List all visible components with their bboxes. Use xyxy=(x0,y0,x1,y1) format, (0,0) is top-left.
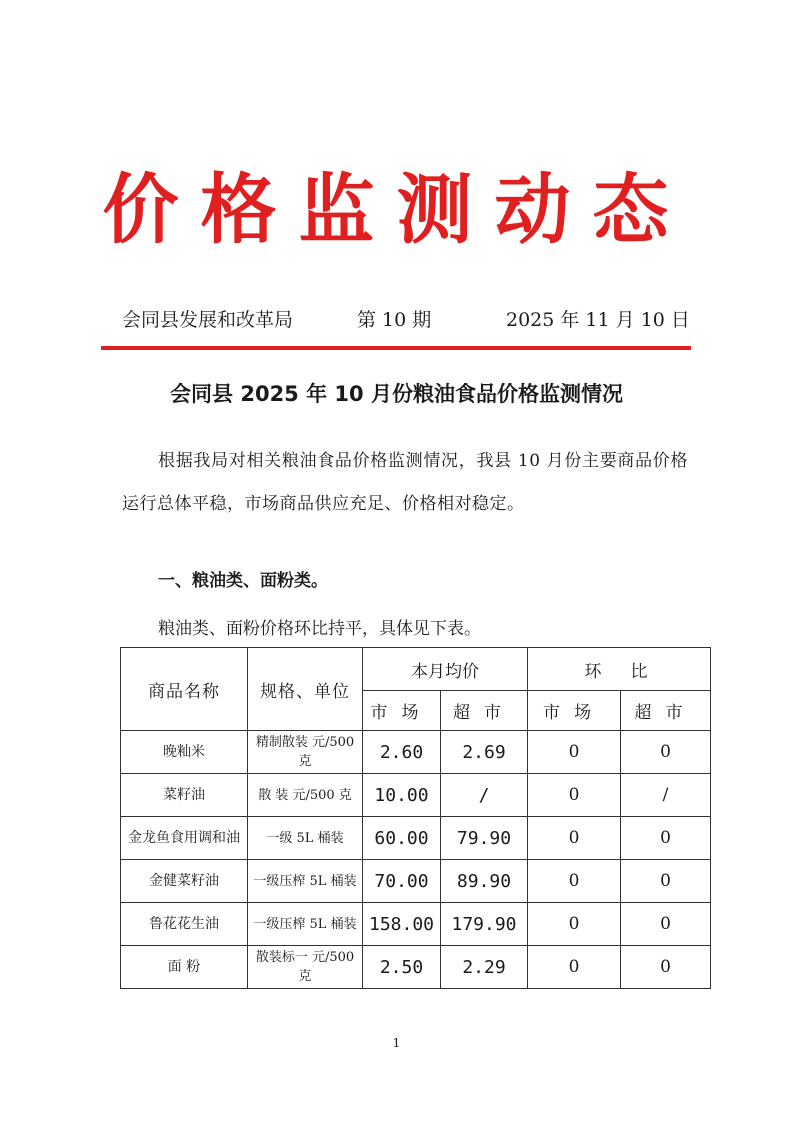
supermarket-price: / xyxy=(441,774,528,817)
table-row xyxy=(121,860,711,903)
market-price: 158.00 xyxy=(363,903,441,946)
page-number: 1 xyxy=(392,1036,401,1050)
header-spec-unit: 规格、单位 xyxy=(248,648,363,731)
issue-date: 2025 年 11 月 10 日 xyxy=(506,309,690,331)
mom-market: 0 xyxy=(528,903,621,946)
product-name: 面 粉 xyxy=(121,946,248,989)
product-name: 鲁花花生油 xyxy=(121,903,248,946)
product-spec: 一级压榨 5L 桶装 xyxy=(248,860,363,903)
header-market: 市场 xyxy=(363,691,441,731)
mom-market: 0 xyxy=(528,946,621,989)
market-price: 2.50 xyxy=(363,946,441,989)
mom-supermarket: 0 xyxy=(621,731,711,774)
product-name: 晚籼米 xyxy=(121,731,248,774)
mom-market: 0 xyxy=(528,731,621,774)
table-row xyxy=(121,903,711,946)
table-row xyxy=(121,946,711,989)
header-month-on-month: 环 比 xyxy=(528,648,711,691)
product-spec: 散 装 元/500 克 xyxy=(248,774,363,817)
header-monthly-avg-price: 本月均价 xyxy=(363,648,528,691)
market-price: 2.60 xyxy=(363,731,441,774)
red-divider xyxy=(101,346,691,350)
issue-number: 第 10 期 xyxy=(357,309,432,331)
supermarket-price: 79.90 xyxy=(441,817,528,860)
price-table xyxy=(120,647,711,989)
supermarket-price: 2.69 xyxy=(441,731,528,774)
product-name: 菜籽油 xyxy=(121,774,248,817)
mom-market: 0 xyxy=(528,817,621,860)
supermarket-price: 89.90 xyxy=(441,860,528,903)
header-product-name: 商品名称 xyxy=(121,648,248,731)
table-note: 粮油类、面粉价格环比持平，具体见下表。 xyxy=(158,619,481,639)
market-price: 60.00 xyxy=(363,817,441,860)
mom-supermarket: 0 xyxy=(621,903,711,946)
intro-paragraph: 根据我局对相关粮油食品价格监测情况，我县 10 月份主要商品价格运行总体平稳，市场商品供应充足、价格相对稳定。 xyxy=(122,451,688,514)
issuing-organization: 会同县发展和改革局 xyxy=(122,309,294,331)
product-name: 金健菜籽油 xyxy=(121,860,248,903)
product-spec: 散装标一 元/500 克 xyxy=(248,946,363,989)
product-spec: 精制散装 元/500 克 xyxy=(248,731,363,774)
supermarket-price: 179.90 xyxy=(441,903,528,946)
product-spec: 一级 5L 桶装 xyxy=(248,817,363,860)
table-row xyxy=(121,731,711,774)
product-spec: 一级压榨 5L 桶装 xyxy=(248,903,363,946)
mom-supermarket: 0 xyxy=(621,860,711,903)
masthead-title: 价格监测动态 xyxy=(102,165,691,254)
document-title: 会同县 2025 年 10 月份粮油食品价格监测情况 xyxy=(170,382,623,406)
mom-supermarket: 0 xyxy=(621,817,711,860)
table-row xyxy=(121,774,711,817)
product-name: 金龙鱼食用调和油 xyxy=(121,817,248,860)
section-heading: 一、粮油类、面粉类。 xyxy=(158,571,328,591)
header-supermarket: 超市 xyxy=(441,691,528,731)
mom-market: 0 xyxy=(528,860,621,903)
mom-supermarket: / xyxy=(621,774,711,817)
mom-market: 0 xyxy=(528,774,621,817)
header-mom-supermarket: 超市 xyxy=(621,691,711,731)
supermarket-price: 2.29 xyxy=(441,946,528,989)
mom-supermarket: 0 xyxy=(621,946,711,989)
price-table-body xyxy=(121,731,711,989)
market-price: 70.00 xyxy=(363,860,441,903)
table-row xyxy=(121,817,711,860)
market-price: 10.00 xyxy=(363,774,441,817)
header-mom-market: 市场 xyxy=(528,691,621,731)
